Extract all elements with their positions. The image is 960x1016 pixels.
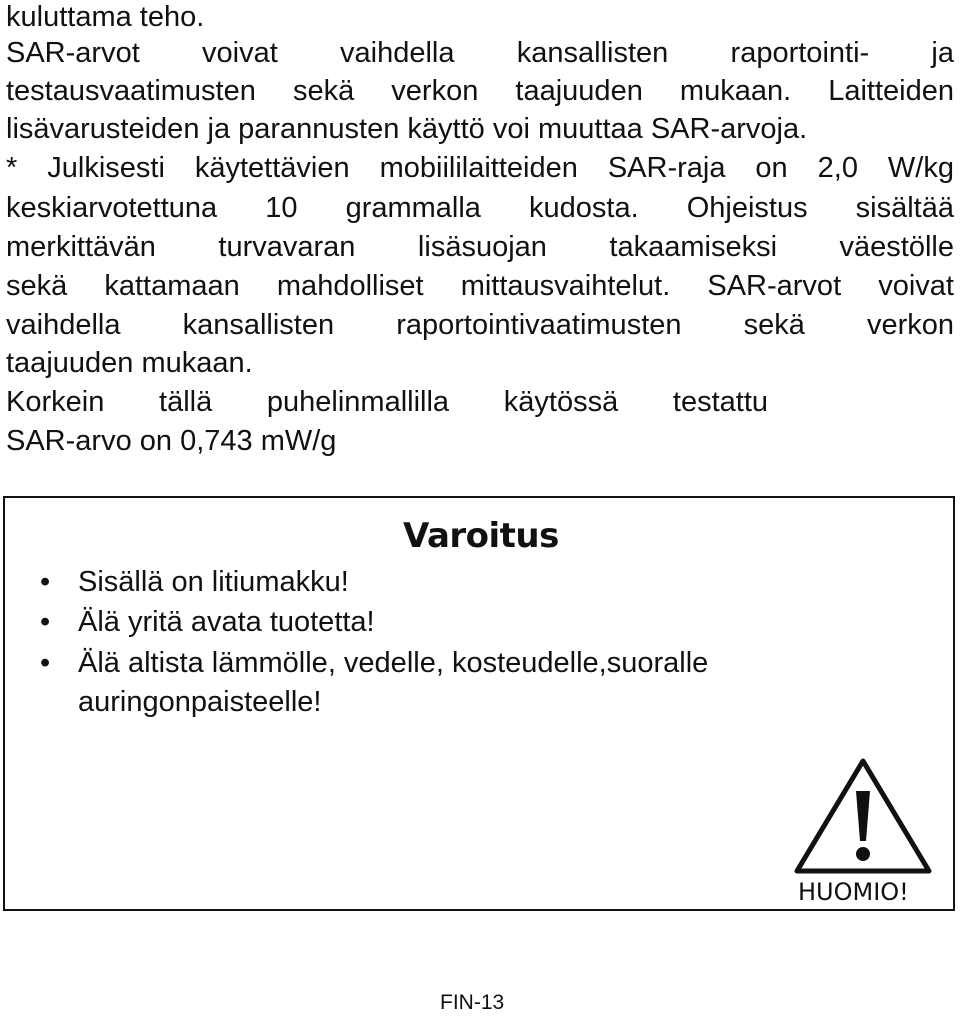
body-line-4: lisävarusteiden ja parannusten käyttö voi muuttaa SAR-arvoja. (6, 113, 808, 145)
warning-item-1: Sisällä on litiumakku! (78, 566, 349, 598)
body-line-6: keskiarvotettuna 10 grammalla kudosta. Ohjeistus sisältää (6, 192, 954, 224)
body-line-11: Korkein tällä puhelinmallilla käytössä testattu (6, 386, 768, 418)
body-line-2: SAR-arvot voivat vaihdella kansallisten raportointi- ja (6, 37, 954, 69)
bullet-marker: • (40, 606, 51, 638)
body-line-8: sekä kattamaan mahdolliset mittausvaihtelut. SAR-arvot voivat (6, 270, 954, 302)
warning-item-2: Älä yritä avata tuotetta! (78, 606, 375, 638)
body-line-3: testausvaatimusten sekä verkon taajuuden mukaan. Laitteiden (6, 75, 954, 107)
page-number: FIN-13 (440, 991, 505, 1014)
body-line-10: taajuuden mukaan. (6, 347, 253, 379)
warning-item-3-continued: auringonpaisteelle! (78, 686, 322, 718)
huomio-caption: HUOMIO! (798, 878, 909, 906)
body-line-5: * Julkisesti käytettävien mobiililaitteiden SAR-raja on 2,0 W/kg (6, 152, 954, 184)
body-line-9: vaihdella kansallisten raportointivaatimusten sekä verkon (6, 309, 954, 341)
body-line-1: kuluttama teho. (6, 1, 205, 33)
body-line-12: SAR-arvo on 0,743 mW/g (6, 425, 337, 457)
body-line-7: merkittävän turvavaran lisäsuojan takaamiseksi väestölle (6, 231, 954, 263)
bullet-marker: • (40, 647, 51, 679)
bullet-marker: • (40, 566, 51, 598)
warning-triangle-icon (793, 757, 933, 875)
warning-item-3: Älä altista lämmölle, vedelle, kosteudelle,suoralle (78, 647, 709, 679)
warning-title: Varoitus (403, 516, 559, 556)
